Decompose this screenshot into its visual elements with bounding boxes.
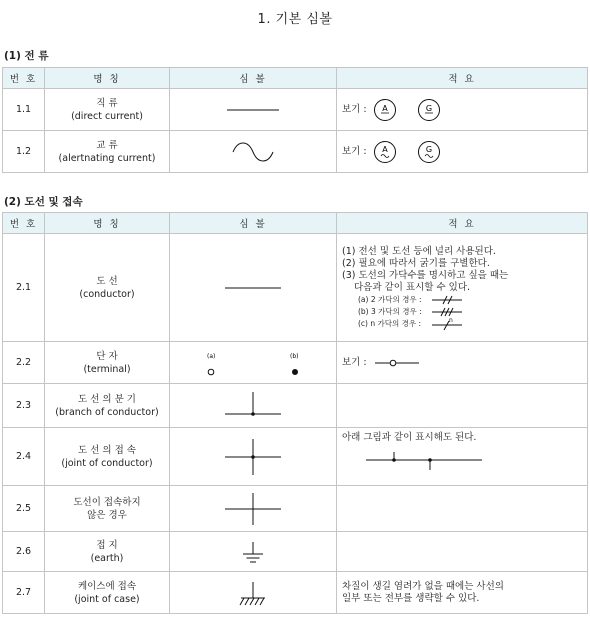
ammeter-icon	[373, 98, 397, 122]
name-english: (earth)	[90, 552, 124, 564]
dc-symbol	[170, 89, 337, 131]
conductor-symbol	[170, 234, 337, 342]
name-korean: 교 류	[96, 139, 118, 151]
meter-letter: G	[425, 144, 432, 154]
meter-letter: A	[381, 144, 388, 154]
example-label: (b) 3 가닥의 경우 :	[358, 306, 422, 316]
joint-icon	[223, 437, 283, 477]
terminal-label-b: (b)	[290, 352, 299, 360]
name-english: (joint of conductor)	[61, 457, 153, 469]
row-remarks	[337, 131, 588, 173]
section-heading-current: (1) 전 류	[4, 50, 49, 62]
name-korean: 도 선	[96, 275, 118, 287]
two-wire-icon	[430, 294, 464, 306]
earth-symbol	[170, 532, 337, 572]
row-name	[45, 342, 170, 384]
branch-icon	[223, 390, 283, 422]
terminal-example-icon	[373, 358, 421, 368]
branch-symbol	[170, 384, 337, 428]
note-line: (2) 필요에 따라서 굵기를 구별한다.	[342, 257, 490, 269]
row-number: 2.4	[3, 428, 45, 486]
header-symbol: 심 볼	[170, 68, 337, 89]
row-number: 2.5	[3, 486, 45, 532]
joint-symbol	[170, 428, 337, 486]
ac-symbol	[170, 131, 337, 173]
note-line: 아래 그림과 같이 표시해도 된다.	[342, 432, 477, 443]
n-label: n	[449, 316, 453, 324]
row-name	[45, 428, 170, 486]
ac-galvanometer-icon	[417, 140, 441, 164]
row-number: 2.7	[3, 572, 45, 614]
row-name	[45, 572, 170, 614]
table-row	[3, 486, 588, 532]
name-korean: 단 자	[96, 350, 118, 362]
table-row	[3, 384, 588, 428]
row-remarks	[337, 342, 588, 384]
ac-ammeter-icon	[373, 140, 397, 164]
n-wire-icon	[430, 317, 464, 331]
example-label: 보기 :	[342, 145, 367, 157]
table-row	[3, 234, 588, 342]
ac-wave-icon	[223, 142, 283, 162]
row-remarks	[337, 428, 588, 486]
page-title: 1. 기본 심볼	[257, 12, 333, 27]
section-heading-conductors: (2) 도선 및 접속	[4, 196, 83, 208]
note-line: 일부 또는 전부를 생략할 수 있다.	[342, 592, 480, 604]
case-ground-icon	[236, 578, 270, 608]
row-name	[45, 384, 170, 428]
name-korean: 케이스에 접속	[77, 580, 137, 592]
name-korean: 도 선 의 접 속	[78, 444, 136, 456]
joint-example-icon	[364, 448, 484, 472]
row-number: 1.1	[3, 89, 45, 131]
row-remarks	[337, 486, 588, 532]
example-label: 보기 :	[342, 103, 367, 115]
dc-line-icon	[223, 105, 283, 115]
name-korean: 직 류	[96, 97, 118, 109]
name-english: (alertnating current)	[58, 152, 156, 164]
row-name	[45, 532, 170, 572]
header-number: 번 호	[3, 68, 45, 89]
example-n-wires	[358, 318, 587, 330]
example-three-wires	[358, 306, 587, 318]
row-remarks	[337, 234, 588, 342]
meter-letter: G	[425, 103, 432, 113]
table-row	[3, 342, 588, 384]
current-table	[2, 67, 588, 173]
conductor-table	[2, 212, 588, 614]
terminal-label-a: (a)	[207, 352, 216, 360]
name-english: 않은 경우	[87, 509, 127, 521]
conductor-line-icon	[223, 283, 283, 293]
header-remarks: 적 요	[337, 213, 588, 234]
note-line: 차질이 생길 염려가 없을 때에는 사선의	[342, 580, 504, 592]
header-remarks: 적 요	[337, 68, 588, 89]
note-line: 다음과 같이 표시할 수 있다.	[354, 281, 471, 293]
earth-icon	[238, 538, 268, 566]
row-remarks	[337, 572, 588, 614]
row-remarks	[337, 532, 588, 572]
name-english: (direct current)	[71, 110, 143, 122]
header-name: 명 칭	[45, 68, 170, 89]
name-korean: 도 선 의 분 기	[78, 393, 136, 405]
name-english: (joint of case)	[74, 593, 140, 605]
row-remarks	[337, 89, 588, 131]
terminal-icons	[173, 346, 333, 380]
table-header-row	[3, 68, 588, 89]
row-name	[45, 89, 170, 131]
table-row	[3, 89, 588, 131]
crossing-symbol	[170, 486, 337, 532]
name-korean: 도선이 접속하지	[73, 496, 141, 508]
table-row	[3, 131, 588, 173]
header-symbol: 심 볼	[170, 213, 337, 234]
example-label: (c) n 가닥의 경우 :	[358, 318, 422, 328]
terminal-symbol	[170, 342, 337, 384]
note-line: (1) 전선 및 도선 등에 널리 사용된다.	[342, 245, 496, 257]
table-row	[3, 532, 588, 572]
name-english: (branch of conductor)	[55, 406, 159, 418]
example-label: (a) 2 가닥의 경우 :	[358, 294, 422, 304]
meter-letter: A	[381, 103, 388, 113]
row-number: 1.2	[3, 131, 45, 173]
row-number: 2.3	[3, 384, 45, 428]
row-number: 2.6	[3, 532, 45, 572]
table-header-row	[3, 213, 588, 234]
case-symbol	[170, 572, 337, 614]
row-remarks	[337, 384, 588, 428]
note-line: (3) 도선의 가닥수를 명시하고 싶을 때는	[342, 269, 509, 281]
table-row	[3, 572, 588, 614]
name-english: (terminal)	[83, 363, 131, 375]
row-name	[45, 131, 170, 173]
row-number: 2.2	[3, 342, 45, 384]
row-name	[45, 486, 170, 532]
row-number: 2.1	[3, 234, 45, 342]
name-korean: 접 지	[96, 539, 118, 551]
header-name: 명 칭	[45, 213, 170, 234]
row-name	[45, 234, 170, 342]
example-label: 보기 :	[342, 356, 367, 368]
galvanometer-icon	[417, 98, 441, 122]
table-row	[3, 428, 588, 486]
header-number: 번 호	[3, 213, 45, 234]
name-english: (conductor)	[79, 288, 135, 300]
example-two-wires	[358, 294, 587, 306]
crossing-icon	[223, 491, 283, 527]
